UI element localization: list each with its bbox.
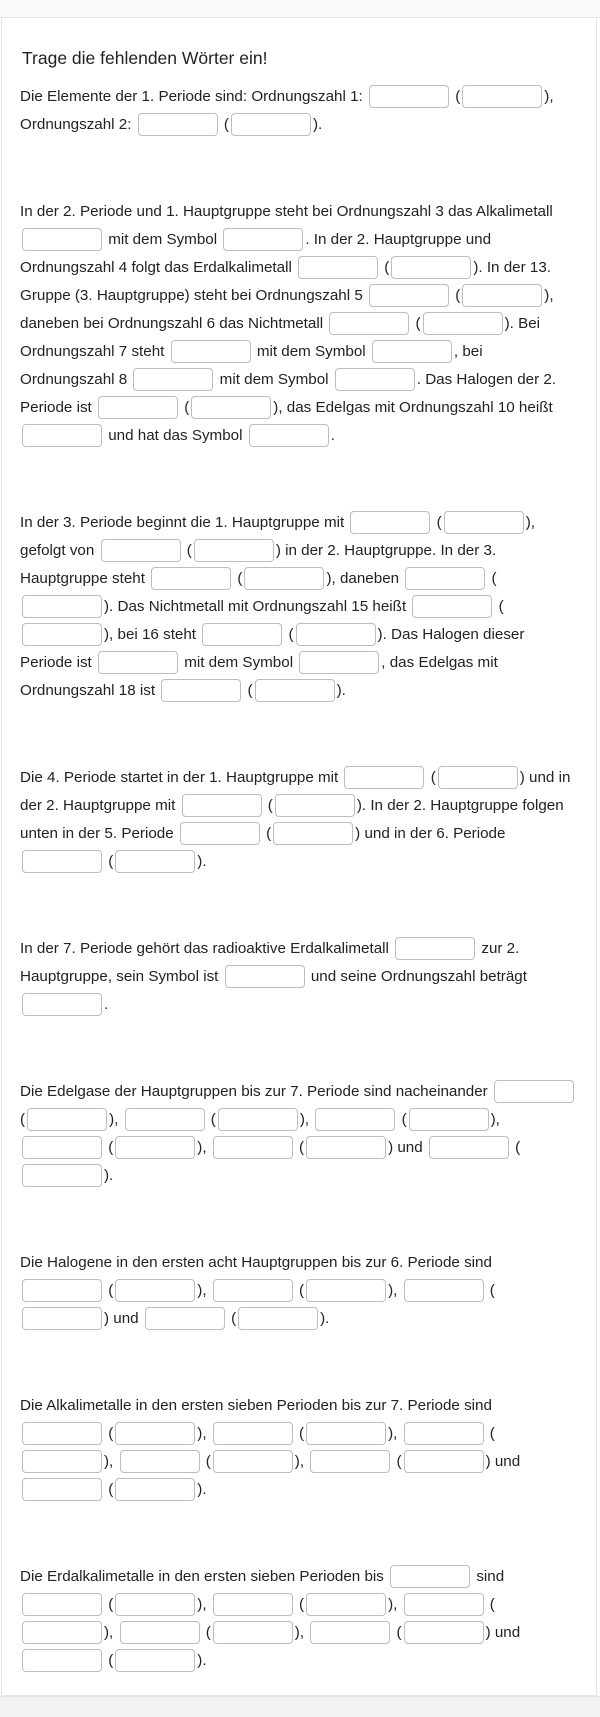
cloze-text: In der 7. Periode gehört das radioaktive Erdalkalimetall xyxy=(20,940,394,957)
gap-input[interactable] xyxy=(405,567,485,590)
gap-input[interactable] xyxy=(255,679,335,702)
gap-input[interactable] xyxy=(191,396,271,419)
cloze-text: ( xyxy=(263,797,273,814)
gap-input[interactable] xyxy=(404,1450,484,1473)
exercise-card xyxy=(1,18,597,1696)
footer-bar xyxy=(0,1696,600,1717)
cloze-text: ( xyxy=(104,1282,114,1299)
gap-input[interactable] xyxy=(404,1593,484,1616)
gap-input[interactable] xyxy=(423,312,503,335)
gap-input[interactable] xyxy=(395,937,475,960)
gap-input[interactable] xyxy=(213,1279,293,1302)
cloze-paragraph-9 xyxy=(20,1563,578,1675)
cloze-text: mit dem Symbol xyxy=(179,654,298,671)
exercise-body xyxy=(20,83,578,1675)
cloze-text: Die Halogene in den ersten acht Hauptgruppen bis zur 6. Periode sind xyxy=(20,1254,492,1271)
cloze-paragraph-6 xyxy=(20,1078,578,1190)
cloze-text: ). Das Nichtmetall mit Ordnungszahl 15 heißt xyxy=(104,598,411,615)
gap-input[interactable] xyxy=(22,993,102,1016)
cloze-text: ), xyxy=(197,1139,211,1156)
gap-input[interactable] xyxy=(22,1478,102,1501)
cloze-text: ( xyxy=(104,1139,114,1156)
cloze-text: ( xyxy=(380,259,390,276)
cloze-text: ), xyxy=(109,1111,123,1128)
cloze-text: ( xyxy=(219,116,229,133)
cloze-text: ( xyxy=(485,1282,495,1299)
gap-input[interactable] xyxy=(22,1136,102,1159)
cloze-text: ( xyxy=(294,1282,305,1299)
gap-input[interactable] xyxy=(344,766,424,789)
cloze-text: ), daneben bei Ordnungszahl 6 das Nichtmetall xyxy=(20,287,554,332)
cloze-text: ), xyxy=(388,1425,402,1442)
gap-input[interactable] xyxy=(404,1422,484,1445)
gap-input[interactable] xyxy=(306,1422,386,1445)
cloze-text: ). xyxy=(320,1310,330,1327)
cloze-text: Die Alkalimetalle in den ersten sieben Perioden bis zur 7. Periode sind xyxy=(20,1397,492,1414)
cloze-text: ). xyxy=(104,1167,114,1184)
gap-input[interactable] xyxy=(390,1565,470,1588)
cloze-paragraph-2 xyxy=(20,198,578,450)
gap-input[interactable] xyxy=(115,1478,195,1501)
cloze-text: ). In der 13. Gruppe (3. Hauptgruppe) steht bei Ordnungszahl 5 xyxy=(20,259,552,304)
cloze-text: ). xyxy=(336,682,346,699)
cloze-paragraph-3 xyxy=(20,509,578,705)
cloze-text: ( xyxy=(20,1111,26,1128)
cloze-text: ). Bei Ordnungszahl 7 steht xyxy=(20,315,541,360)
cloze-text: ), bei 16 steht xyxy=(104,626,201,643)
gap-input[interactable] xyxy=(306,1593,386,1616)
gap-input[interactable] xyxy=(115,1136,195,1159)
gap-input[interactable] xyxy=(115,1593,195,1616)
cloze-text: ( xyxy=(179,399,190,416)
gap-input[interactable] xyxy=(22,1450,102,1473)
gap-input[interactable] xyxy=(444,511,524,534)
gap-input[interactable] xyxy=(161,679,241,702)
gap-input[interactable] xyxy=(22,595,102,618)
cloze-paragraph-8 xyxy=(20,1392,578,1504)
gap-input[interactable] xyxy=(296,623,376,646)
gap-input[interactable] xyxy=(273,822,353,845)
cloze-text: ), xyxy=(197,1425,211,1442)
gap-input[interactable] xyxy=(429,1136,509,1159)
cloze-text: ), xyxy=(299,1111,314,1128)
gap-input[interactable] xyxy=(98,651,178,674)
cloze-text: , das Edelgas mit Ordnungszahl 18 ist xyxy=(20,654,498,699)
cloze-text: , bei Ordnungszahl 8 xyxy=(20,343,483,388)
gap-input[interactable] xyxy=(22,1279,102,1302)
gap-input[interactable] xyxy=(315,1108,395,1131)
cloze-text: ). Das Halogen dieser Periode ist xyxy=(20,626,525,671)
gap-input[interactable] xyxy=(409,1108,489,1131)
cloze-text: Die Edelgase der Hauptgruppen bis zur 7. Periode sind nacheinander xyxy=(20,1083,492,1100)
cloze-text: mit dem Symbol xyxy=(215,371,333,388)
gap-input[interactable] xyxy=(306,1136,386,1159)
cloze-text: ( xyxy=(261,825,272,842)
gap-input[interactable] xyxy=(180,822,260,845)
cloze-text: ), xyxy=(104,1624,118,1641)
cloze-text: ( xyxy=(243,682,253,699)
cloze-text: ), Ordnungszahl 2: xyxy=(20,88,554,133)
cloze-text: ( xyxy=(487,570,497,587)
gap-input[interactable] xyxy=(138,113,218,136)
cloze-text: ). xyxy=(312,116,323,133)
gap-input[interactable] xyxy=(438,766,518,789)
cloze-text: ( xyxy=(104,1481,114,1498)
cloze-text: ), xyxy=(197,1282,211,1299)
gap-input[interactable] xyxy=(213,1450,293,1473)
cloze-text: ( xyxy=(485,1425,495,1442)
gap-input[interactable] xyxy=(372,340,452,363)
cloze-text: . xyxy=(330,427,335,444)
gap-input[interactable] xyxy=(213,1136,293,1159)
gap-input[interactable] xyxy=(462,284,542,307)
gap-input[interactable] xyxy=(202,623,282,646)
cloze-text: ( xyxy=(104,1596,114,1613)
cloze-text: mit dem Symbol xyxy=(252,343,370,360)
cloze-text: ) in der 2. Hauptgruppe. In der 3. Hauptgruppe steht xyxy=(20,542,497,587)
gap-input[interactable] xyxy=(194,539,274,562)
gap-input[interactable] xyxy=(120,1621,200,1644)
gap-input[interactable] xyxy=(151,567,231,590)
cloze-text: ), xyxy=(294,1453,309,1470)
cloze-text: ( xyxy=(485,1596,495,1613)
cloze-text: ), xyxy=(197,1596,211,1613)
cloze-text: zur 2. Hauptgruppe, sein Symbol ist xyxy=(20,940,520,985)
gap-input[interactable] xyxy=(22,850,102,873)
gap-input[interactable] xyxy=(133,368,213,391)
gap-input[interactable] xyxy=(231,113,311,136)
cloze-text: ), xyxy=(490,1111,500,1128)
gap-input[interactable] xyxy=(494,1080,574,1103)
gap-input[interactable] xyxy=(22,1164,102,1187)
gap-input[interactable] xyxy=(22,1649,102,1672)
gap-input[interactable] xyxy=(22,623,102,646)
cloze-text: und seine Ordnungszahl beträgt xyxy=(306,968,527,985)
gap-input[interactable] xyxy=(404,1279,484,1302)
gap-input[interactable] xyxy=(120,1450,200,1473)
cloze-text: ), xyxy=(104,1453,118,1470)
gap-input[interactable] xyxy=(329,312,409,335)
gap-input[interactable] xyxy=(213,1422,293,1445)
cloze-text: ) und xyxy=(485,1624,521,1641)
gap-input[interactable] xyxy=(299,651,379,674)
cloze-text: ( xyxy=(104,1652,114,1669)
cloze-paragraph-7 xyxy=(20,1249,578,1333)
gap-input[interactable] xyxy=(171,340,251,363)
gap-input[interactable] xyxy=(369,85,449,108)
cloze-text: ( xyxy=(104,853,114,870)
gap-input[interactable] xyxy=(244,567,324,590)
cloze-text: ( xyxy=(392,1453,402,1470)
cloze-paragraph-4 xyxy=(20,764,578,876)
cloze-text: Die Elemente der 1. Periode sind: Ordnungszahl 1: xyxy=(20,88,367,105)
cloze-text: ( xyxy=(397,1111,407,1128)
cloze-text: ( xyxy=(294,1139,305,1156)
cloze-text: ( xyxy=(392,1624,402,1641)
cloze-text: . In der 2. Hauptgruppe und Ordnungszahl 4 folgt das Erdalkalimetall xyxy=(20,231,492,276)
cloze-text: ( xyxy=(510,1139,521,1156)
cloze-text: ( xyxy=(201,1624,211,1641)
cloze-text: ) und in der 6. Periode xyxy=(355,825,506,842)
gap-input[interactable] xyxy=(298,256,378,279)
gap-input[interactable] xyxy=(115,1422,195,1445)
cloze-text: ( xyxy=(182,542,192,559)
cloze-text: Die 4. Periode startet in der 1. Hauptgruppe mit xyxy=(20,769,343,786)
cloze-paragraph-1 xyxy=(20,83,578,139)
gap-input[interactable] xyxy=(310,1450,390,1473)
cloze-text: ( xyxy=(294,1596,305,1613)
cloze-text: und hat das Symbol xyxy=(104,427,247,444)
gap-input[interactable] xyxy=(22,424,102,447)
cloze-text: ( xyxy=(201,1453,211,1470)
gap-input[interactable] xyxy=(98,396,178,419)
gap-input[interactable] xyxy=(306,1279,386,1302)
exercise-title: Trage die fehlenden Wörter ein! xyxy=(22,48,268,68)
gap-input[interactable] xyxy=(223,228,303,251)
gap-input[interactable] xyxy=(213,1593,293,1616)
cloze-text: ). xyxy=(197,853,207,870)
cloze-text: . xyxy=(104,996,109,1013)
gap-input[interactable] xyxy=(125,1108,205,1131)
gap-input[interactable] xyxy=(22,1307,102,1330)
cloze-text: sind xyxy=(472,1568,505,1585)
gap-input[interactable] xyxy=(462,85,542,108)
cloze-text: ), xyxy=(388,1282,402,1299)
cloze-text: In der 3. Periode beginnt die 1. Hauptgruppe mit xyxy=(20,514,349,531)
gap-input[interactable] xyxy=(115,1649,195,1672)
gap-input[interactable] xyxy=(115,1279,195,1302)
cloze-text: ( xyxy=(450,88,461,105)
gap-input[interactable] xyxy=(391,256,471,279)
cloze-text: ). xyxy=(197,1652,207,1669)
gap-input[interactable] xyxy=(182,794,262,817)
cloze-text: mit dem Symbol xyxy=(104,231,222,248)
cloze-text: ( xyxy=(451,287,461,304)
gap-input[interactable] xyxy=(412,595,492,618)
cloze-text: ), das Edelgas mit Ordnungszahl 10 heißt xyxy=(273,399,553,416)
cloze-text: ( xyxy=(411,315,421,332)
cloze-text: ), xyxy=(294,1624,309,1641)
gap-input[interactable] xyxy=(213,1621,293,1644)
cloze-text: ( xyxy=(294,1425,305,1442)
cloze-text: ) und in der 2. Hauptgruppe mit xyxy=(20,769,571,814)
gap-input[interactable] xyxy=(22,1593,102,1616)
gap-input[interactable] xyxy=(101,539,181,562)
cloze-text: Die Erdalkalimetalle in den ersten sieben Perioden bis xyxy=(20,1568,389,1585)
gap-input[interactable] xyxy=(22,1621,102,1644)
cloze-text: ( xyxy=(226,1310,237,1327)
gap-input[interactable] xyxy=(27,1108,107,1131)
cloze-text: ) und xyxy=(388,1139,427,1156)
cloze-text: ). xyxy=(197,1481,207,1498)
gap-input[interactable] xyxy=(22,228,102,251)
gap-input[interactable] xyxy=(404,1621,484,1644)
cloze-text: ( xyxy=(426,769,436,786)
gap-input[interactable] xyxy=(115,850,195,873)
gap-input[interactable] xyxy=(369,284,449,307)
cloze-text: . Das Halogen der 2. Periode ist xyxy=(20,371,557,416)
cloze-text: ) und xyxy=(104,1310,143,1327)
cloze-text: ), gefolgt von xyxy=(20,514,535,559)
gap-input[interactable] xyxy=(275,794,355,817)
cloze-text: In der 2. Periode und 1. Hauptgruppe steht bei Ordnungszahl 3 das Alkalimetall xyxy=(20,203,553,220)
gap-input[interactable] xyxy=(335,368,415,391)
cloze-text: ). In der 2. Hauptgruppe folgen unten in der 5. Periode xyxy=(20,797,564,842)
gap-input[interactable] xyxy=(310,1621,390,1644)
cloze-text: ) und xyxy=(485,1453,521,1470)
cloze-text: ( xyxy=(206,1111,216,1128)
gap-input[interactable] xyxy=(225,965,305,988)
gap-input[interactable] xyxy=(218,1108,298,1131)
cloze-text: ( xyxy=(494,598,504,615)
cloze-paragraph-5 xyxy=(20,935,578,1019)
gap-input[interactable] xyxy=(249,424,329,447)
cloze-text: ( xyxy=(104,1425,114,1442)
cloze-text: ( xyxy=(233,570,243,587)
cloze-text: ( xyxy=(284,626,294,643)
cloze-text: ( xyxy=(432,514,442,531)
gap-input[interactable] xyxy=(22,1422,102,1445)
cloze-text: ), daneben xyxy=(326,570,404,587)
gap-input[interactable] xyxy=(238,1307,318,1330)
gap-input[interactable] xyxy=(350,511,430,534)
top-bar xyxy=(0,0,600,18)
gap-input[interactable] xyxy=(145,1307,225,1330)
cloze-text: ), xyxy=(388,1596,402,1613)
